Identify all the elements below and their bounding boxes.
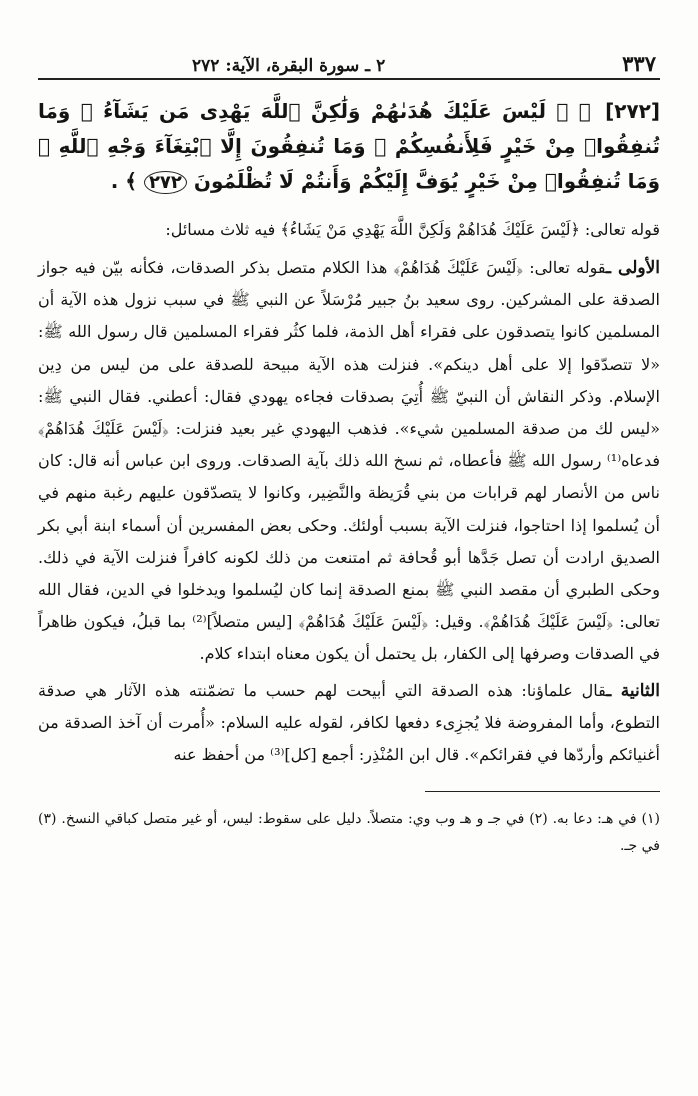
running-head: ٢ ـ سورة البقرة، الآية: ٢٧٢ bbox=[192, 56, 386, 76]
section-second bbox=[38, 675, 660, 772]
section-text: قال علماؤنا: هذه الصدقة التي أبيحت لهم حسب ما تضمّنته هذه الآثار هي صدقة التطوع، وأما المفروضة فلا يُجزِىء دفعها لكافر، لقوله عليه السلام: «أُمرت أن آخذ الصدقة من أغنيائكم وأردّها في فقرائكم». قال ابن المُنْذِر: أجمع [كل]⁽³⁾ من أحفظ عنه bbox=[38, 680, 660, 765]
footnotes: (١) في هـ: دعا به. (٢) في جـ و هـ وب وي: متصلاً. دليل على سقوط: ليس، أو غير متصل كباقي النسخ. (٣) في جـ. bbox=[38, 811, 661, 855]
footnote-divider bbox=[425, 791, 660, 792]
verse-number: [٢٧٢] bbox=[605, 99, 660, 123]
book-page bbox=[38, 40, 660, 1060]
section-title: الأولى ـ bbox=[605, 258, 660, 278]
section-title: الثانية ـ bbox=[606, 680, 660, 701]
verse-closing: ﴾ . bbox=[110, 169, 137, 193]
quran-verse bbox=[38, 94, 660, 200]
verse-text: ﴿ ۞ لَيْسَ عَلَيْكَ هُدَىٰهُمْ وَلَٰكِنَّ ٱللَّهَ يَهْدِى مَن يَشَآءُ ۗ وَمَا تُنفِقُوا۟ مِنْ خَيْرٍ فَلِأَنفُسِكُمْ ۚ وَمَا تُنفِقُونَ إِلَّا ٱبْتِغَآءَ وَجْهِ ٱللَّهِ ۚ وَمَا تُنفِقُوا۟ مِنْ خَيْرٍ يُوَفَّ إِلَيْكُمْ وَأَنتُمْ لَا تُظْلَمُونَ bbox=[38, 99, 660, 193]
page-header bbox=[38, 40, 660, 80]
page-number: ٣٣٧ bbox=[622, 51, 656, 76]
section-first bbox=[38, 252, 660, 671]
section-text: قوله تعالى: ﴿لَيْسَ عَلَيْكَ هُدَاهُمْ﴾ هذا الكلام متصل بذكر الصدقات، فكأنه بيّن فيه جواز الصدقة على المشركين. روى سعيد بنُ جبير مُرْسَلاً عن النبي ﷺ في سبب نزول هذه الآية أن المسلمين كانوا يتصدقون على فقراء أهل الذمة، فلما كثُر فقراء المسلمين قال رسول الله ﷺ: «لا تتصدّقوا إلا على أهل دينكم». فنزلت هذه الآية مبيحة للصدقة على من ليس من دِين الإسلام. وذكر النقاش أن النبيّ ﷺ أُتِيَ بصدقات فجاءه يهودي فقال: أعطني. فقال النبي ﷺ: «ليس لك من صدقة المسلمين شيء». فذهب اليهودي غير بعيد فنزلت: ﴿لَيْسَ عَلَيْكَ هُدَاهُمْ﴾ فدعاه⁽¹⁾ رسول الله ﷺ فأعطاه، ثم نسخ الله ذلك بآية الصدقات. وروى ابن عباس أنه قال: كان ناس من الأنصار لهم قرابات من بني قُرَيظة والنَّضِير، وكانوا لا يتصدّقون عليهم رغبة منهم في أن يُسلموا إذا احتاجوا، فنزلت الآية بسبب أولئك. وحكى بعض المفسرين أن أسماء ابنة أبي بكر الصديق ارادت أن تصل جَدَّها أبو قُحافة ثم امتنعت من ذلك لكونه كافراً فنزلت الآية في ذلك. وحكى الطبري أن مقصد النبي ﷺ بمنع الصدقة إنما كان ليُسلموا ويدخلوا في الدين، فقال الله تعالى: ﴿لَيْسَ عَلَيْكَ هُدَاهُمْ﴾. وقيل: ﴿لَيْسَ عَلَيْكَ هُدَاهُمْ﴾ [ليس متصلاً]⁽²⁾ بما قبلُ، فيكون ظاهراً في الصدقات وصرفها إلى الكفار، بل يحتمل أن يكون معناه ابتداء كلام. bbox=[38, 258, 661, 664]
verse-end-mark: ٢٧٢ bbox=[144, 171, 187, 194]
intro-line: قوله تعالى: ﴿لَيْسَ عَلَيْكَ هُدَاهُمْ وَلَكِنَّ اللَّهَ يَهْدِي مَنْ يَشَاءُ﴾ فيه ثلاث مسائل: bbox=[165, 220, 660, 239]
